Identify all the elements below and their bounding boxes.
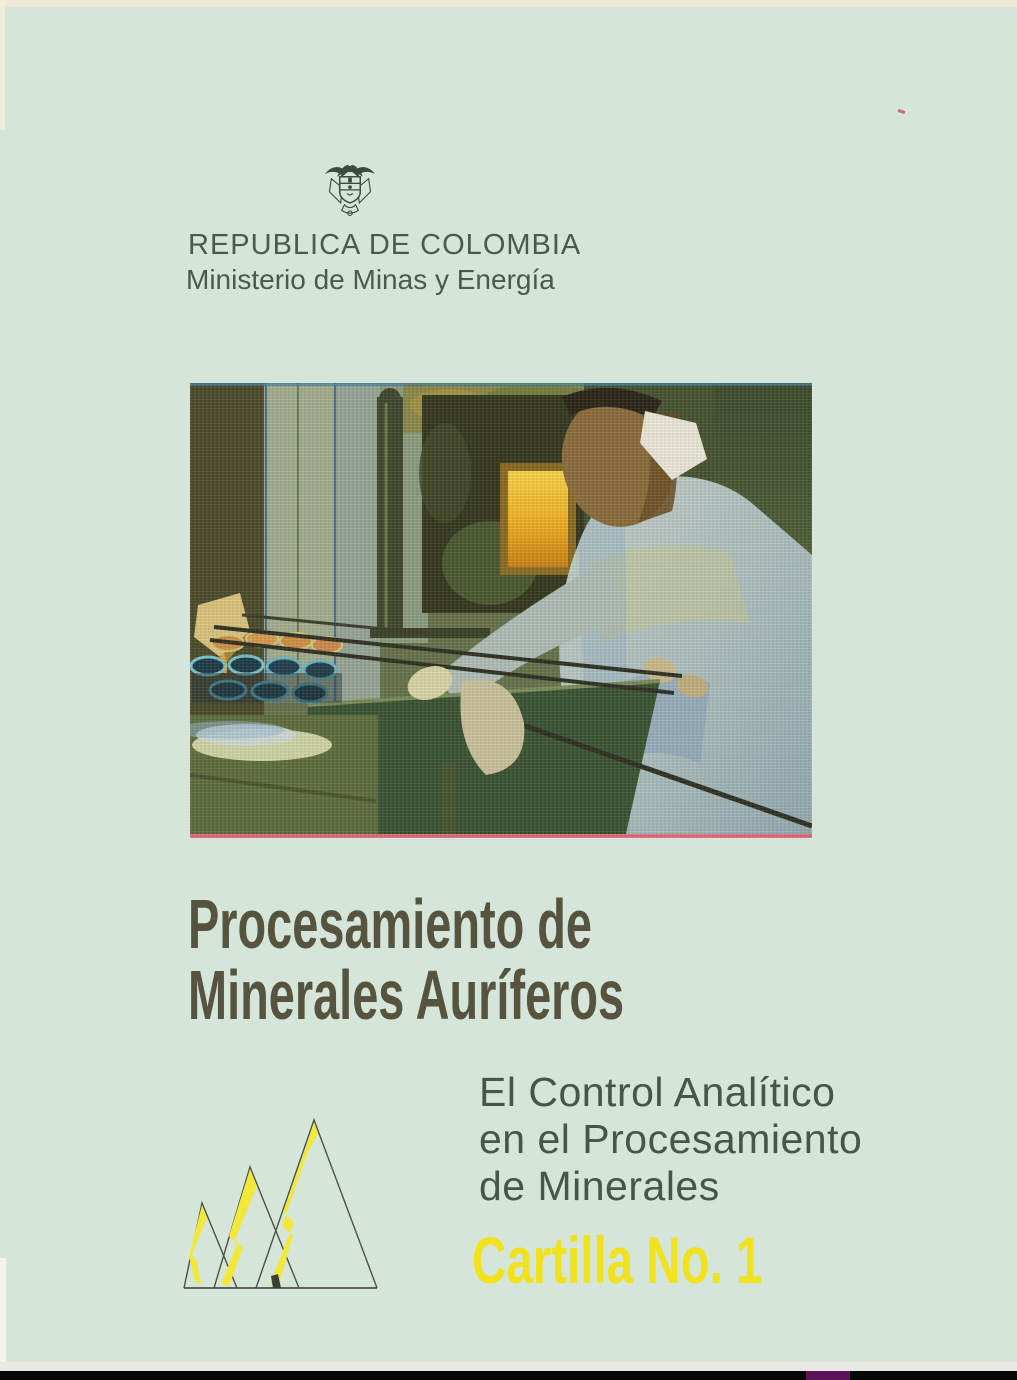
subtitle-line2: en el Procesamiento bbox=[479, 1116, 863, 1162]
scan-bottom-black-band bbox=[0, 1371, 1017, 1380]
subtitle-line3: de Minerales bbox=[479, 1163, 720, 1209]
scan-left-edge-top bbox=[0, 0, 5, 130]
triple-peak-lightning-logo-icon bbox=[177, 1116, 381, 1294]
cover-title-line2: Minerales Auríferos bbox=[188, 956, 625, 1034]
cover-photo bbox=[190, 383, 812, 838]
table-left-with-powder bbox=[190, 715, 378, 838]
scan-left-edge-bottom bbox=[0, 1258, 6, 1368]
country-header: REPUBLICA DE COLOMBIA bbox=[188, 229, 582, 261]
cover-subtitle bbox=[479, 1069, 862, 1210]
colombia-coat-of-arms-icon bbox=[322, 160, 378, 218]
subtitle-line1: El Control Analítico bbox=[479, 1069, 836, 1115]
furnace-glow bbox=[508, 471, 568, 567]
ministry-header: Ministerio de Minas y Energía bbox=[186, 264, 555, 295]
scan-purple-artifact bbox=[806, 1371, 850, 1380]
scan-red-mark bbox=[898, 109, 906, 114]
cover-title-line1: Procesamiento de bbox=[188, 885, 593, 963]
series-label: Cartilla No. 1 bbox=[472, 1223, 763, 1297]
scan-top-edge bbox=[0, 0, 1017, 7]
